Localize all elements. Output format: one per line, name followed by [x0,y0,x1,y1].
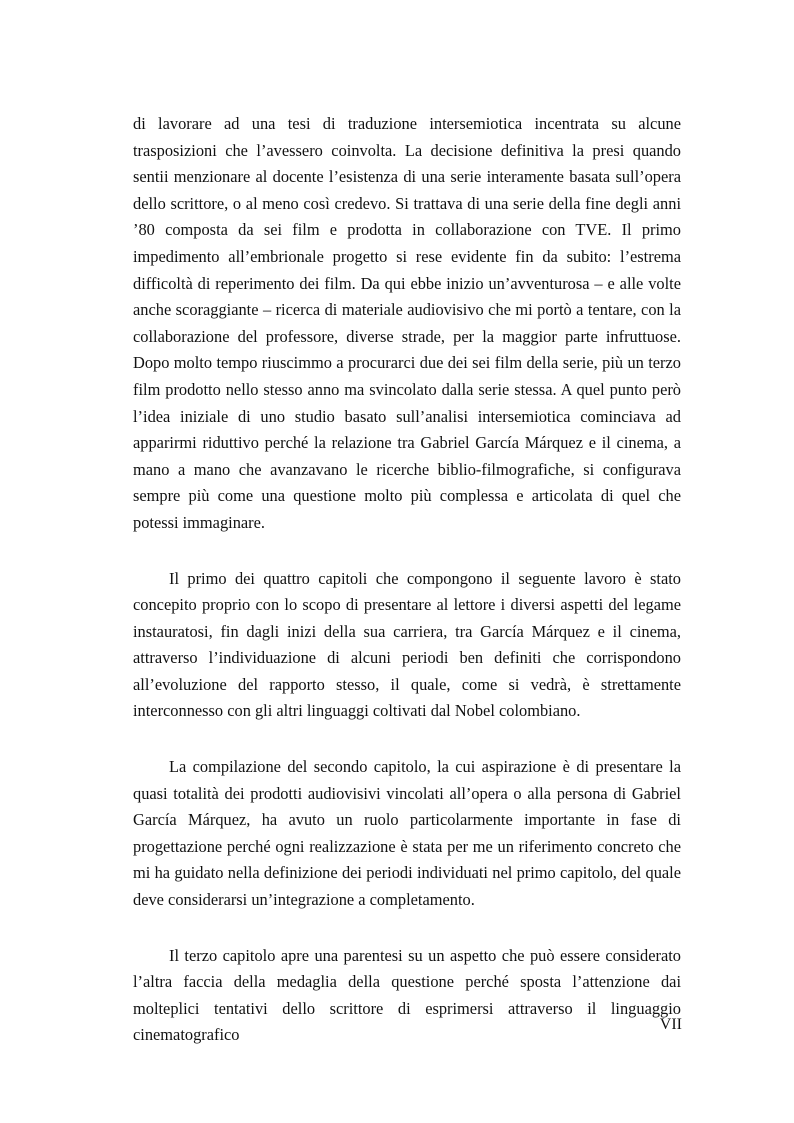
page-body [133,111,681,1049]
paragraph-1: di lavorare ad una tesi di traduzione intersemiotica incentrata su alcune trasposizioni che l’avessero coinvolta. La decisione definitiva la presi quando sentii menzionare al docente l’esistenza di una serie interamente basata sull’opera dello scrittore, o al meno così credevo. Si trattava di una serie della fine degli anni ’80 composta da sei film e prodotta in collaborazione con TVE. Il primo impedimento all’embrionale progetto si rese evidente fin da subito: l’estrema difficoltà di reperimento dei film. Da qui ebbe inizio un’avventurosa – e alle volte anche scoraggiante – ricerca di materiale audiovisivo che mi portò a tentare, con la collaborazione del professore, diverse strade, per la maggior parte infruttuose. Dopo molto tempo riuscimmo a procurarci due dei sei film della serie, più un terzo film prodotto nello stesso anno ma svincolato dalla serie stessa. A quel punto però l’idea iniziale di uno studio basato sull’analisi intersemiotica cominciava ad apparirmi riduttivo perché la relazione tra Gabriel García Márquez e il cinema, a mano a mano che avanzavano le ricerche biblio-filmografiche, si configurava sempre più come una questione molto più complessa e articolata di quel che potessi immaginare. [133,114,681,532]
paragraph-gap [133,537,681,566]
paragraph-gap [133,725,681,754]
paragraph-gap [133,914,681,943]
page-number: VII [659,1016,682,1033]
paragraph-4: Il terzo capitolo apre una parentesi su un aspetto che può essere considerato l’altra faccia della medaglia della questione perché sposta l’attenzione dai molteplici tentativi dello scrittore di esprimersi attraverso il linguaggio cinematografico [133,945,681,1045]
paragraph-3: La compilazione del secondo capitolo, la cui aspirazione è di presentare la quasi totalità dei prodotti audiovisivi vincolati all’opera o alla persona di Gabriel García Márquez, ha avuto un ruolo particolarmente importante in fase di progettazione perché ogni realizzazione è stata per me un riferimento concreto che mi ha guidato nella definizione dei periodi individuati nel primo capitolo, del quale deve considerarsi un’integrazione a completamento. [133,757,681,910]
paragraph-2: Il primo dei quattro capitoli che compongono il seguente lavoro è stato concepito proprio con lo scopo di presentare al lettore i diversi aspetti del legame instauratosi, fin dagli inizi della sua carriera, tra García Márquez e il cinema, attraverso l’individuazione di alcuni periodi ben definiti che corrispondono all’evoluzione del rapporto stesso, il quale, come si vedrà, è strettamente interconnesso con gli altri linguaggi coltivati dal Nobel colombiano. [133,568,681,721]
